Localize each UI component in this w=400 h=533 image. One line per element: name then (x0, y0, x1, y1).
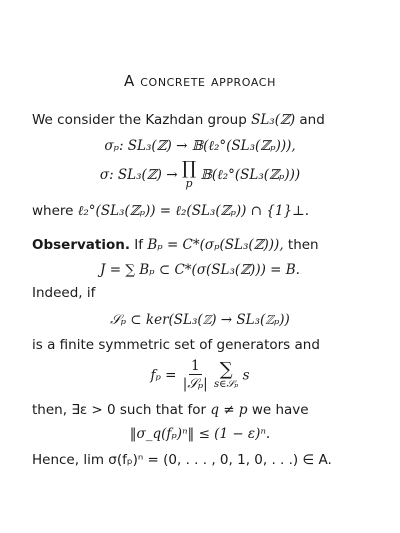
finite-line: is a finite symmetric set of generators and (32, 337, 320, 353)
equation-norm: ‖σ_q(fₚ)ⁿ‖ ≤ (1 − ε)ⁿ. (129, 426, 271, 442)
equation-Sp: 𝒮ₚ ⊂ ker(SL₃(ℤ) → SL₃(ℤₚ)) (110, 312, 290, 328)
intro-line (32, 112, 325, 128)
then-math: q ≠ p (210, 402, 248, 418)
observation-end: then (287, 237, 319, 253)
fp-fraction (181, 358, 210, 393)
sigma-left: σ: SL₃(ℤ) → (99, 167, 178, 183)
equation-fp (0, 358, 400, 393)
where-line (32, 203, 309, 219)
fp-sum (214, 361, 238, 390)
sum-sub: s∈𝒮ₚ (214, 379, 239, 390)
then-line (32, 402, 309, 418)
sigma-right: 𝔹(ℓ₂°(SL₃(ℤₚ))) (200, 167, 301, 183)
fp-denominator: |𝒮ₚ| (182, 376, 208, 392)
fp-numerator: 1 (190, 358, 200, 374)
indeed-line: Indeed, if (32, 285, 96, 301)
intro-end: and (299, 112, 325, 128)
equation-J: J = ∑ Bₚ ⊂ C*(σ(SL₃(ℤ))) = B. (100, 262, 300, 278)
fp-right: s (242, 367, 250, 384)
equation-sigma (0, 160, 400, 190)
sum-sym: ∑ (219, 359, 233, 380)
observation-label: Observation. (32, 237, 130, 253)
equation-sigma-p: σₚ: SL₃(ℤ) → 𝔹(ℓ₂°(SL₃(ℤₚ))), (104, 138, 296, 154)
observation-math: Bₚ = C*(σₚ(SL₃(ℤ))), (147, 237, 284, 253)
product-symbol (182, 160, 196, 190)
where-math: ℓ₂°(SL₃(ℤₚ)) = ℓ₂(SL₃(ℤₚ)) ∩ {1}⊥. (77, 203, 310, 219)
prod-sub: p (185, 177, 193, 190)
intro-text: We consider the Kazhdan group (32, 112, 247, 128)
where-text: where (32, 203, 74, 219)
observation-text: If (134, 237, 144, 253)
then-end: we have (251, 402, 309, 418)
prod-sym: ∏ (181, 158, 197, 179)
hence-line: Hence, lim σ(fₚ)ⁿ = (0, . . . , 0, 1, 0, . . .) ∈ A. (32, 452, 332, 468)
then-text: then, ∃ε > 0 such that for (32, 402, 207, 418)
observation-line (32, 237, 319, 253)
slide-title: A concrete approach (124, 72, 276, 90)
intro-math: SL₃(ℤ) (251, 112, 296, 128)
fp-left: fₚ = (150, 367, 177, 384)
